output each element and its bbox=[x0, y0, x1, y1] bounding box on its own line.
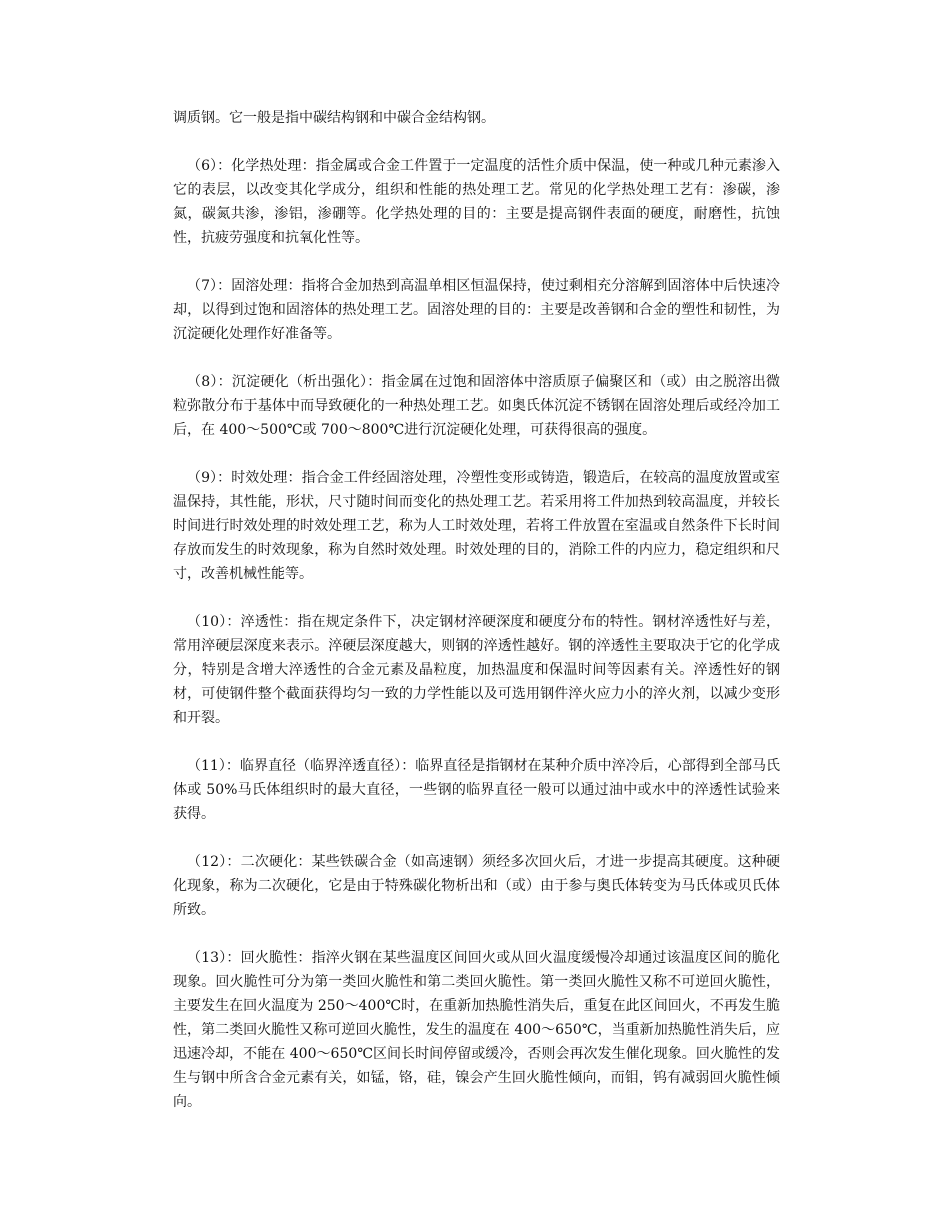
paragraph-critical-diameter: （11）：临界直径（临界淬透直径）：临界直径是指钢材在某种介质中淬冷后，心部得到全部马氏体或 50%马氏体组织时的最大直径，一些钢的临界直径一般可以通过油中或水中的淬透性试验来获得。 bbox=[173, 758, 780, 822]
paragraph-precipitation-hardening: （8）：沉淀硬化（析出强化）：指金属在过饱和固溶体中溶质原子偏聚区和（或）由之脱溶出微粒弥散分布于基体中而导致硬化的一种热处理工艺。如奥氏体沉淀不锈钢在固溶处理后或经冷加工后，在 400～500℃或 700～800℃进行沉淀硬化处理，可获得很高的强度。 bbox=[173, 374, 780, 438]
paragraph-temper-brittleness: （13）：回火脆性：指淬火钢在某些温度区间回火或从回火温度缓慢冷却通过该温度区间的脆化现象。回火脆性可分为第一类回火脆性和第二类回火脆性。第一类回火脆性又称不可逆回火脆性，主要发生在回火温度为 250～400℃时，在重新加热脆性消失后，重复在此区间回火，不再发生脆性，第二类回火脆性又称可逆回火脆性，发生的温度在 400～650℃，当重新加热脆性消失后，应迅速冷却，不能在 400～650℃区间长时间停留或缓冷，否则会再次发生催化现象。回火脆性的发生与钢中所含合金元素有关，如锰，铬，硅，镍会产生回火脆性倾向，而钼，钨有减弱回火脆性倾向。 bbox=[173, 950, 780, 1110]
paragraph-hardenability: （10）：淬透性：指在规定条件下，决定钢材淬硬深度和硬度分布的特性。钢材淬透性好与差，常用淬硬层深度来表示。淬硬层深度越大，则钢的淬透性越好。钢的淬透性主要取决于它的化学成分，特别是含增大淬透性的合金元素及晶粒度，加热温度和保温时间等因素有关。淬透性好的钢材，可使钢件整个截面获得均匀一致的力学性能以及可选用钢件淬火应力小的淬火剂，以减少变形和开裂。 bbox=[173, 614, 780, 726]
paragraph-secondary-hardening: （12）：二次硬化：某些铁碳合金（如高速钢）须经多次回火后，才进一步提高其硬度。这种硬化现象，称为二次硬化，它是由于特殊碳化物析出和（或）由于参与奥氏体转变为马氏体或贝氏体所致。 bbox=[173, 854, 780, 918]
paragraph-aging-treatment: （9）：时效处理：指合金工件经固溶处理，冷塑性变形或铸造，锻造后，在较高的温度放置或室温保持，其性能，形状，尺寸随时间而变化的热处理工艺。若采用将工件加热到较高温度，并较长时间进行时效处理的时效处理工艺，称为人工时效处理，若将工件放置在室温或自然条件下长时间存放而发生的时效现象，称为自然时效处理。时效处理的目的，消除工件的内应力，稳定组织和尺寸，改善机械性能等。 bbox=[173, 470, 780, 582]
paragraph-solution-treatment: （7）：固溶处理：指将合金加热到高温单相区恒温保持，使过剩相充分溶解到固溶体中后快速冷却，以得到过饱和固溶体的热处理工艺。固溶处理的目的：主要是改善钢和合金的塑性和韧性，为沉淀硬化处理作好准备等。 bbox=[173, 278, 780, 342]
document-page bbox=[173, 106, 780, 1138]
paragraph-chemical-heat-treatment: （6）：化学热处理：指金属或合金工件置于一定温度的活性介质中保温，使一种或几种元素渗入它的表层，以改变其化学成分，组织和性能的热处理工艺。常见的化学热处理工艺有：渗碳，渗氮，碳氮共渗，渗铝，渗硼等。化学热处理的目的：主要是提高钢件表面的硬度，耐磨性，抗蚀性，抗疲劳强度和抗氧化性等。 bbox=[173, 158, 780, 246]
paragraph-continuation: 调质钢。它一般是指中碳结构钢和中碳合金结构钢。 bbox=[173, 110, 495, 126]
